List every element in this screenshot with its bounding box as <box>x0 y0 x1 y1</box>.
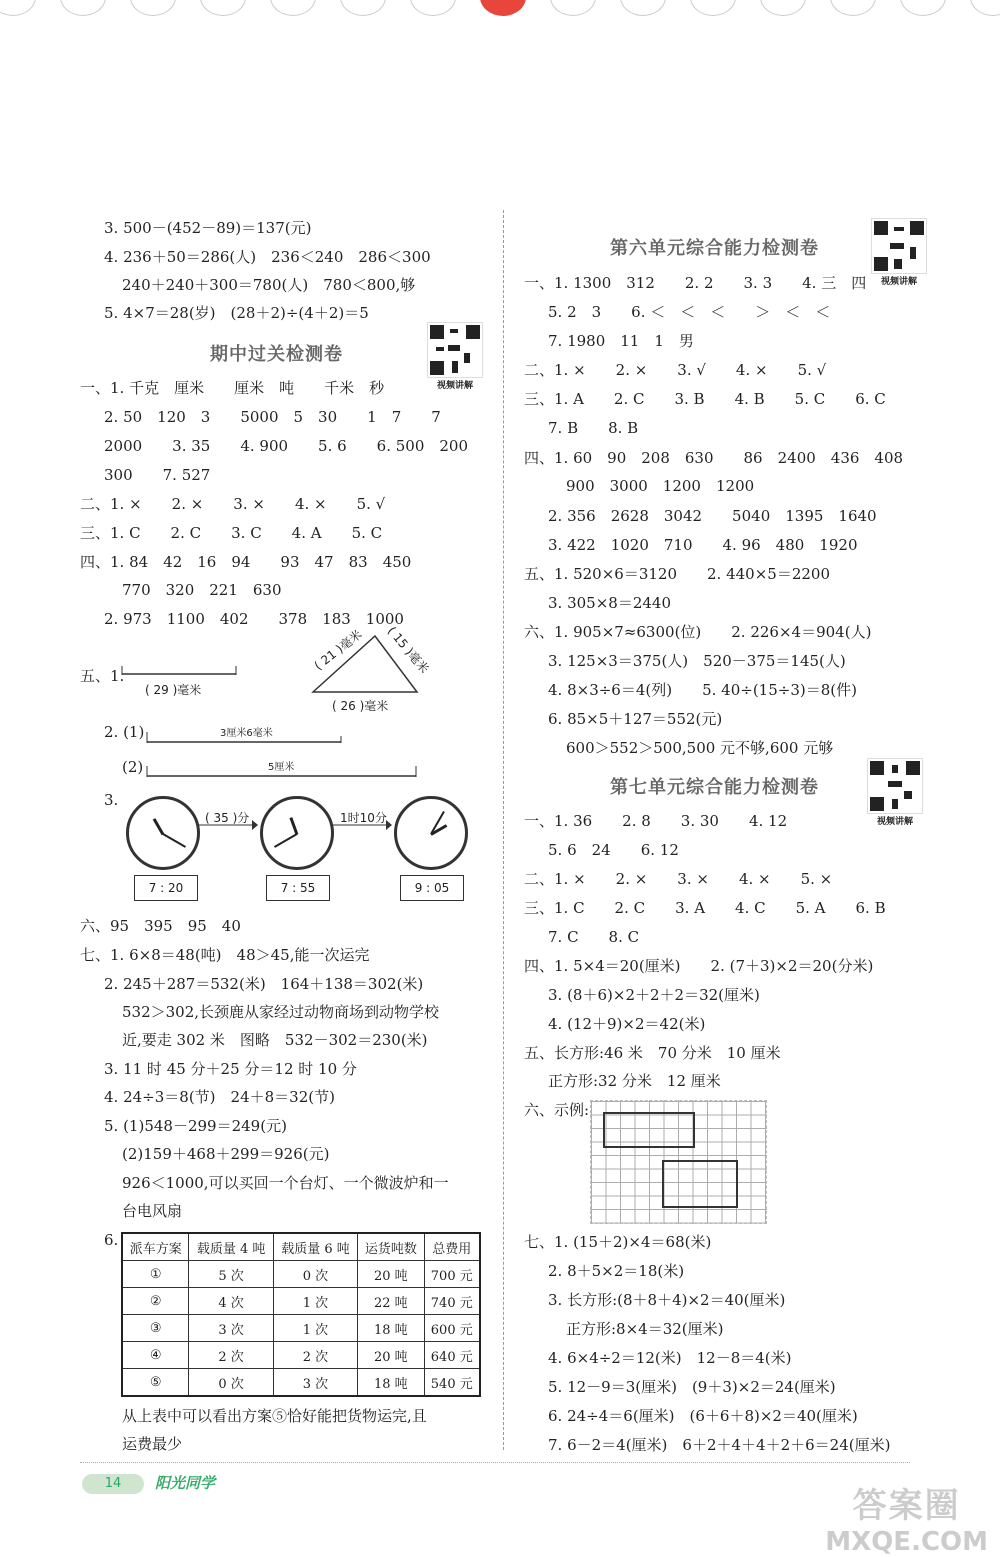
rectangle-shape <box>603 1112 695 1148</box>
triangle-side-label: ( 15 )毫米 <box>384 623 432 677</box>
section-title-unit6: 第六单元综合能力检测卷 <box>610 238 819 259</box>
table-cell: 18 吨 <box>358 1369 424 1397</box>
clock-icon <box>126 796 200 870</box>
answer-line: 近,要走 302 米 图略 532－302＝230(米) <box>122 1031 428 1049</box>
table-cell: 740 元 <box>424 1288 480 1315</box>
triangle-side-label: ( 21 )毫米 <box>311 627 365 673</box>
time-box: 7 : 20 <box>134 875 198 901</box>
answer-line: 3. 125×3＝375(人) 520－375＝145(人) <box>548 652 846 670</box>
table-header-cell: 派车方案 <box>122 1233 189 1261</box>
time-box: 9 : 05 <box>400 875 464 901</box>
table-header-cell: 总费用 <box>424 1233 480 1261</box>
table-cell: 3 次 <box>189 1315 273 1342</box>
answer-line: 二、1. × 2. × 3. × 4. × 5. × <box>524 870 833 888</box>
table-row <box>122 1342 480 1369</box>
answer-line: 7. 6－2＝4(厘米) 6＋2＋4＋4＋2＋6＝24(厘米) <box>548 1436 891 1454</box>
table-cell: 20 吨 <box>358 1261 424 1288</box>
table-cell: 18 吨 <box>358 1315 424 1342</box>
answer-line: 六、95 395 95 40 <box>80 917 241 935</box>
answer-line: 二、1. × 2. × 3. × 4. × 5. √ <box>80 495 386 513</box>
segment-length-label: ( 29 )毫米 <box>145 683 202 697</box>
table-cell: 0 次 <box>273 1261 357 1288</box>
answer-line: 正方形:32 分米 12 厘米 <box>548 1072 721 1090</box>
table-cell: 1 次 <box>273 1315 357 1342</box>
answer-line: 5. 6 24 6. 12 <box>548 841 679 859</box>
answer-line: 一、1. 36 2. 8 3. 30 4. 12 <box>524 812 788 830</box>
decor-circle <box>270 0 316 16</box>
decor-circle <box>60 0 106 16</box>
decor-circle <box>830 0 876 16</box>
decor-circle <box>340 0 386 16</box>
qr-code-icon <box>867 758 923 814</box>
page-number: 14 <box>82 1474 144 1494</box>
answer-line: 600＞552＞500,500 元不够,600 元够 <box>566 739 834 757</box>
answer-line: 2. 356 2628 3042 5040 1395 1640 <box>548 507 877 525</box>
table-row <box>122 1288 480 1315</box>
watermark <box>825 1478 988 1557</box>
answer-line: 四、1. 5×4＝20(厘米) 2. (7＋3)×2＝20(分米) <box>524 957 874 975</box>
answer-line: 4. 24÷3＝8(节) 24＋8＝32(节) <box>104 1088 335 1106</box>
table-cell: 20 吨 <box>358 1342 424 1369</box>
table-cell: ④ <box>122 1342 189 1369</box>
table-cell: 3 次 <box>273 1369 357 1397</box>
section-title-unit7: 第七单元综合能力检测卷 <box>610 777 819 798</box>
clock-icon <box>260 796 334 870</box>
decor-circle <box>690 0 736 16</box>
answer-line: (2)159＋468＋299＝926(元) <box>122 1145 330 1163</box>
qr-code-icon <box>871 218 927 274</box>
answer-line: 2000 3. 35 4. 900 5. 6 6. 500 200 <box>104 437 469 455</box>
table-cell: 640 元 <box>424 1342 480 1369</box>
footer-divider <box>80 1462 910 1463</box>
answer-line: 532＞302,长颈鹿从家经过动物商场到动物学校 <box>122 1003 440 1021</box>
decor-circle <box>900 0 946 16</box>
table-cell: 600 元 <box>424 1315 480 1342</box>
answer-line: 五、1. 520×6＝3120 2. 440×5＝2200 <box>524 565 830 583</box>
answer-line: 240＋240＋300＝780(人) 780＜800,够 <box>122 276 416 294</box>
answer-line: 五、1. <box>80 667 125 685</box>
decor-circle <box>970 0 1000 16</box>
answer-line: (2) <box>122 758 144 776</box>
table-header-cell: 载质量 6 吨 <box>273 1233 357 1261</box>
answer-line: 926＜1000,可以买回一个台灯、一个微波炉和一 <box>122 1174 449 1192</box>
table-cell: 22 吨 <box>358 1288 424 1315</box>
clock-icon <box>394 796 468 870</box>
answer-line: 4. 8×3÷6＝4(列) 5. 40÷(15÷3)＝8(件) <box>548 681 857 699</box>
table-row <box>122 1261 480 1288</box>
table-row <box>122 1369 480 1397</box>
answer-line: 二、1. × 2. × 3. √ 4. × 5. √ <box>524 361 827 379</box>
qr-label: 视频讲解 <box>876 817 913 827</box>
answer-line: 3. 422 1020 710 4. 96 480 1920 <box>548 536 858 554</box>
brand-logo: 阳光同学 <box>155 1474 216 1492</box>
table-cell: 2 次 <box>273 1342 357 1369</box>
answer-line: 5. 2 3 6. ＜ ＜ ＜ ＞ ＜ ＜ <box>548 303 831 321</box>
watermark-url: MXQE.COM <box>825 1527 988 1557</box>
answer-line: 3. (8＋6)×2＋2＋2＝32(厘米) <box>548 986 760 1004</box>
answer-line: 7. B 8. B <box>548 419 639 437</box>
answer-line: 3. <box>104 791 119 809</box>
answer-line: 3. 11 时 45 分＋25 分＝12 时 10 分 <box>104 1060 357 1078</box>
answer-line: 七、1. 6×8＝48(吨) 48＞45,能一次运完 <box>80 946 370 964</box>
table-cell: 5 次 <box>189 1261 273 1288</box>
answer-line: 一、1. 千克 厘米 厘米 吨 千米 秒 <box>80 379 385 397</box>
table-cell: 4 次 <box>189 1288 273 1315</box>
table-cell: 0 次 <box>189 1369 273 1397</box>
qr-code[interactable] <box>870 218 928 287</box>
qr-code[interactable] <box>426 322 484 391</box>
answer-line: 2. 973 1100 402 378 183 1000 <box>104 610 404 628</box>
answer-line: 2. 50 120 3 5000 5 30 1 7 7 <box>104 408 441 426</box>
watermark-title: 答案圈 <box>852 1486 961 1526</box>
section-title-midterm: 期中过关检测卷 <box>210 344 343 365</box>
answer-line: 三、1. C 2. C 3. C 4. A 5. C <box>80 524 383 542</box>
qr-code[interactable] <box>866 758 924 827</box>
answer-line: 七、1. (15＋2)×4＝68(米) <box>524 1233 712 1251</box>
plan-table <box>121 1232 481 1397</box>
answer-line: 3. 长方形:(8＋8＋4)×2＝40(厘米) <box>548 1291 786 1309</box>
answer-line: 六、示例: <box>524 1101 590 1119</box>
duration-label: ( 35 )分 <box>205 811 250 825</box>
answer-line: 五、长方形:46 米 70 分米 10 厘米 <box>524 1044 781 1062</box>
table-cell: ② <box>122 1288 189 1315</box>
decor-circle <box>130 0 176 16</box>
decor-circle <box>0 0 36 16</box>
qr-label: 视频讲解 <box>880 277 917 287</box>
table-cell: ⑤ <box>122 1369 189 1397</box>
table-cell: 540 元 <box>424 1369 480 1397</box>
table-cell: ③ <box>122 1315 189 1342</box>
answer-line: 900 3000 1200 1200 <box>566 477 755 495</box>
answer-line: 2. 8＋5×2＝18(米) <box>548 1262 685 1280</box>
table-header-row <box>122 1233 480 1261</box>
table-cell: 1 次 <box>273 1288 357 1315</box>
table-cell: ① <box>122 1261 189 1288</box>
answer-line: 300 7. 527 <box>104 466 211 484</box>
table-cell: 700 元 <box>424 1261 480 1288</box>
square-shape <box>662 1160 738 1208</box>
answer-line: 从上表中可以看出方案⑤恰好能把货物运完,且 <box>122 1407 427 1425</box>
decor-circle <box>410 0 456 16</box>
qr-code-icon <box>427 322 483 378</box>
answer-line: 2. (1) <box>104 723 145 741</box>
answer-line: 770 320 221 630 <box>122 581 282 599</box>
answer-line: 7. C 8. C <box>548 928 640 946</box>
answer-line: 三、1. C 2. C 3. A 4. C 5. A 6. B <box>524 899 886 917</box>
answer-line: 一、1. 1300 312 2. 2 3. 3 4. 三 四 <box>524 274 867 292</box>
answer-line: 5. 4×7＝28(岁) (28＋2)÷(4＋2)＝5 <box>104 304 369 322</box>
answer-line: 6. 85×5＋127＝552(元) <box>548 710 723 728</box>
triangle-side-label: ( 26 )毫米 <box>332 699 389 713</box>
time-box: 7 : 55 <box>266 875 330 901</box>
decor-circle <box>760 0 806 16</box>
answer-line: 4. 236＋50＝286(人) 236＜240 286＜300 <box>104 248 431 266</box>
duration-label: 1时10分 <box>340 811 387 825</box>
answer-line: 2. 245＋287＝532(米) 164＋138＝302(米) <box>104 975 424 993</box>
segment-length-label: 3厘米6毫米 <box>220 728 273 739</box>
answer-line: 三、1. A 2. C 3. B 4. B 5. C 6. C <box>524 390 886 408</box>
decor-circle <box>550 0 596 16</box>
decor-circle-red <box>480 0 526 16</box>
top-decoration <box>0 0 1000 16</box>
answer-line: 四、1. 84 42 16 94 93 47 83 450 <box>80 553 412 571</box>
answer-line: 四、1. 60 90 208 630 86 2400 436 408 <box>524 449 904 467</box>
answer-line: 六、1. 905×7≈6300(位) 2. 226×4＝904(人) <box>524 623 872 641</box>
decor-circle <box>620 0 666 16</box>
segment-length-label: 5厘米 <box>268 762 295 773</box>
table-header-cell: 载质量 4 吨 <box>189 1233 273 1261</box>
answer-line: 5. 12－9＝3(厘米) (9＋3)×2＝24(厘米) <box>548 1378 836 1396</box>
qr-label: 视频讲解 <box>436 381 473 391</box>
answer-line: 台电风扇 <box>122 1202 183 1220</box>
answer-line: 3. 500－(452－89)＝137(元) <box>104 219 312 237</box>
segment-drawing <box>120 662 240 676</box>
answer-line: 运费最少 <box>122 1435 183 1453</box>
table-row <box>122 1315 480 1342</box>
answer-line: 6. <box>104 1231 119 1249</box>
answer-line: 7. 1980 11 1 男 <box>548 332 694 350</box>
answer-line: 正方形:8×4＝32(厘米) <box>566 1320 724 1338</box>
table-header-cell: 运货吨数 <box>358 1233 424 1261</box>
answer-line: 3. 305×8＝2440 <box>548 594 671 612</box>
answer-line: 6. 24÷4＝6(厘米) (6＋6＋8)×2＝40(厘米) <box>548 1407 858 1425</box>
decor-circle <box>200 0 246 16</box>
answer-line: 4. 6×4÷2＝12(米) 12－8＝4(米) <box>548 1349 792 1367</box>
answer-line: 5. (1)548－299＝249(元) <box>104 1117 287 1135</box>
answer-line: 4. (12＋9)×2＝42(米) <box>548 1015 706 1033</box>
column-divider <box>503 210 504 1450</box>
table-cell: 2 次 <box>189 1342 273 1369</box>
